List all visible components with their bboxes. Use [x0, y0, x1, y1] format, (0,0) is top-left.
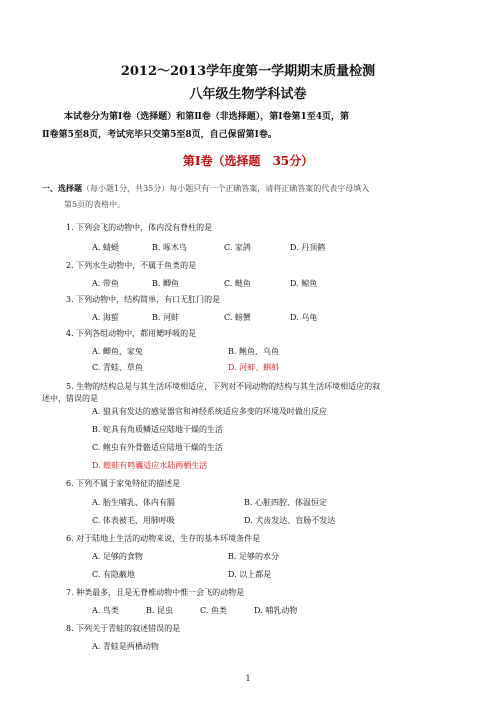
part1-label: 一、选择题 — [42, 183, 82, 193]
exam-title: 2012～2013学年度第一学期期末质量检测 — [120, 64, 376, 79]
option: D. 以上都是 — [228, 570, 272, 579]
question-stem-cont: 述中，错误的是 — [42, 394, 98, 403]
question-stem: 6. 对于陆地上生活的动物来说，生存的基本环境条件是 — [66, 534, 261, 543]
part1-header — [42, 183, 369, 194]
option: C. 体表被毛、用肺呼吸 — [92, 516, 175, 525]
option: B. 蛇具有角质鳞适应陆地干燥的生活 — [92, 425, 223, 434]
question-stem: 4. 下列各组动物中，都用鳃呼吸的是 — [66, 329, 197, 338]
page-number: 1 — [245, 674, 251, 683]
question-stem: 5. 生物的结构总是与其生活环境相适应，下列对不同动物的结构与其生活环境相适应的叙 — [66, 382, 381, 391]
option: B. 鲍鱼、乌鱼 — [228, 347, 279, 356]
option: B. 啄木鸟 — [152, 243, 187, 252]
option: A. 足够的食物 — [92, 552, 143, 561]
question-stem: 2. 下列水生动物中，不属于鱼类的是 — [66, 261, 197, 270]
option: B. 河蚌 — [152, 313, 179, 322]
option: A. 蜻蜓 — [92, 243, 119, 252]
option: C. 鲢鱼 — [224, 279, 251, 288]
option: C. 家鸽 — [224, 243, 251, 252]
intro-line-1: 本试卷分为第Ⅰ卷（选择题）和第Ⅱ卷（非选择题），第Ⅰ卷第1至4页，第 — [64, 112, 350, 122]
question-stem: 8. 下列关于青蛙的叙述错误的是 — [66, 624, 181, 633]
question-stem: 1. 下列会飞的动物中，体内没有脊柱的是 — [66, 223, 213, 232]
option: C. 鱼类 — [200, 606, 227, 615]
option: A. 青蛙是两栖动物 — [92, 642, 159, 651]
option: C. 有隐蔽地 — [92, 570, 135, 579]
option: A. 鸟类 — [92, 606, 119, 615]
option: C. 青蛙、草鱼 — [92, 363, 143, 372]
option: B. 昆虫 — [146, 606, 173, 615]
option: A. 胎生哺乳、体内有膈 — [92, 498, 175, 507]
option: B. 心脏四腔、体温恒定 — [244, 498, 327, 507]
option: B. 足够的水分 — [228, 552, 279, 561]
option: A. 狼具有发达的感觉器官和神经系统适应多变的环境及时做出反应 — [92, 407, 327, 416]
exam-subtitle: 八年级生物学科试卷 — [189, 87, 307, 102]
option-highlighted: D. 河蚌、蝌蚪 — [228, 363, 280, 372]
option: C. 鲍虫有外骨骼适应陆地干燥的生活 — [92, 443, 223, 452]
option: D. 鲸鱼 — [290, 279, 318, 288]
question-stem: 6. 下列不属于家兔特征的描述是 — [66, 479, 181, 488]
part1-desc-2: 第5页的表格中。 — [64, 200, 126, 209]
option: D. 犬齿发达、盲肠不发达 — [244, 516, 336, 525]
option: D. 丹顶鹤 — [290, 243, 326, 252]
question-stem: 3. 下列动物中，结构简单，有口无肛门的是 — [66, 295, 221, 304]
option-highlighted: D. 蝗蛙有鸣囊适应水陆两栖生活 — [92, 461, 208, 470]
option: D. 乌龟 — [290, 313, 318, 322]
option: C. 螃蟹 — [224, 313, 251, 322]
intro-line-2: Ⅱ卷第5至8页，考试完毕只交第5至8页，自己保留第Ⅰ卷。 — [42, 130, 277, 140]
option: A. 带鱼 — [92, 279, 119, 288]
option: A. 海蜇 — [92, 313, 119, 322]
option: B. 鲫鱼 — [152, 279, 179, 288]
option: D. 哺乳动物 — [254, 606, 298, 615]
part1-desc: （每小题1分，共35分）每小题只有一个正确答案，请将正确答案的代表字母填入 — [82, 184, 370, 193]
option: A. 鲫鱼、家兔 — [92, 347, 143, 356]
section-title: 第Ⅰ卷（选择题 35分） — [182, 154, 314, 168]
question-stem: 7. 种类最多，且是无脊椎动物中惟一会飞的动物是 — [66, 588, 245, 597]
